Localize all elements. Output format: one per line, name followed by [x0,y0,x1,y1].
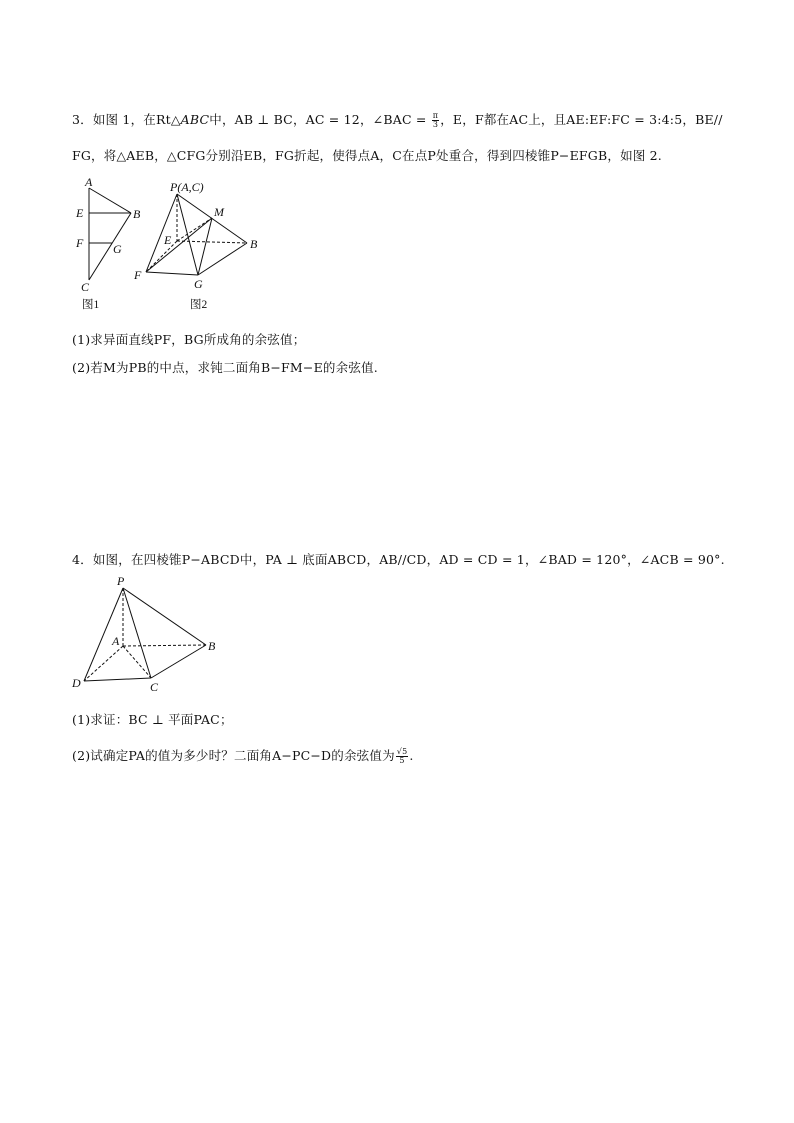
fig1-edge-bc [89,213,131,280]
figure-2 [130,178,270,296]
fig1-label-b: B [133,207,141,221]
p3-line1-b: 中，AB ⊥ BC，AC = 12，∠BAC = [209,112,427,127]
p4-question-2 [72,746,414,765]
p4-question-1: (1)求证：BC ⊥ 平面PAC； [72,712,233,727]
fig2-label-f: F [134,268,142,282]
fig1-label-c: C [81,280,90,294]
fig2-edge-gm [198,218,212,275]
sqrt5-over-5-fraction [396,748,409,765]
p3-line2: FG，将△AEB，△CFG分别沿EB，FG折起，使得点A，C在点P处重合，得到四棱锥P−EFGB，如图 2. [72,148,662,163]
p4-edge-ad [84,646,123,681]
fig2-label-p: P(A,C) [170,180,204,194]
fig2-edge-fg [146,272,198,275]
p3-line1-c: ，E，F都在AC上，且AE:EF:FC = 3:4:5，BE// [440,112,723,127]
p4-edge-pc [123,588,151,678]
fraction-numerator: √5 [396,747,408,756]
fig2-edge-gb [198,243,247,275]
p4-line1: 4．如图，在四棱锥P−ABCD中，PA ⊥ 底面ABCD，AB//CD，AD = CD = 1，∠BAD = 120°，∠ACB = 90°. [72,552,725,567]
fig2-label-g: G [194,277,203,291]
p4-question-2-end: . [409,748,414,763]
fig2-edge-eb [177,241,247,243]
fig2-edge-pf [146,194,177,272]
fraction-denominator: 5 [399,756,405,765]
p4-edge-ac [123,646,151,678]
pi-over-3-fraction [432,112,439,129]
fig1-label-a: A [85,176,93,189]
p3-line1-a: 3．如图 1，在Rt△ [72,112,181,127]
p4-label-c: C [150,680,159,694]
p4-edge-cb [151,645,206,678]
p4-edge-pb [123,588,206,645]
fig1-label-e: E [76,206,84,220]
fraction-numerator: π [432,111,439,120]
p4-label-p: P [117,574,125,588]
figure-p4 [68,572,228,696]
fig1-edge-ab [89,188,131,213]
p4-label-a: A [112,634,120,648]
fig2-edge-fm [146,218,212,272]
p3-triangle-name: ABC [180,112,210,127]
fraction-denominator: 3 [432,120,439,129]
p4-edge-dc [84,678,151,681]
p3-question-1: (1)求异面直线PF，BG所成角的余弦值； [72,332,306,347]
fig1-caption: 图1 [82,299,100,311]
fig2-caption: 图2 [190,299,208,311]
p4-edge-ab [123,645,206,646]
fig1-label-f: F [76,236,84,250]
p3-line1 [72,110,723,129]
fig2-label-b: B [250,237,258,251]
fig2-label-m: M [214,205,224,219]
p3-question-2: (2)若M为PB的中点，求钝二面角B−FM−E的余弦值. [72,360,378,375]
p4-label-b: B [208,639,216,653]
fig1-label-g: G [113,242,122,256]
fig2-label-e: E [164,233,172,247]
p4-label-d: D [72,676,81,690]
fig2-edge-ef [146,241,177,272]
p4-question-2-text: (2)试确定PA的值为多少时？二面角A−PC−D的余弦值为 [72,748,395,763]
